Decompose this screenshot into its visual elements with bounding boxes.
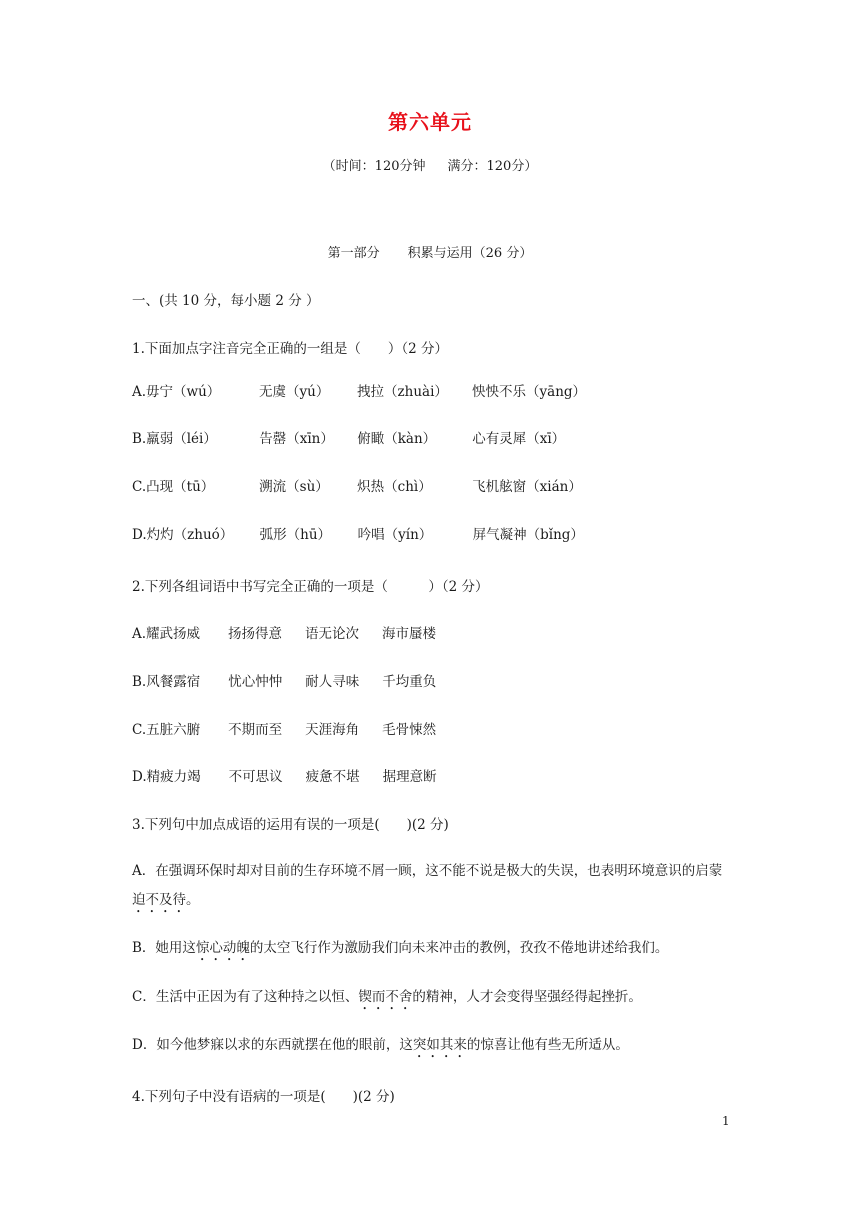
option-label: B. — [132, 674, 147, 690]
q1-option-b — [132, 429, 565, 449]
part-one-header: 一、(共 10 分，每小题 2 分 ） — [132, 293, 320, 309]
option-label: C. — [132, 479, 147, 495]
option-word: 千均重负 — [382, 674, 437, 690]
q2-option-a — [132, 624, 436, 644]
option-item: 吟唱（yín） — [357, 527, 433, 543]
option-text: 的精神，人才会变得坚强经得起挫折。 — [412, 989, 642, 1005]
q3-option-b — [132, 934, 732, 964]
option-word: 扬扬得意 — [228, 626, 283, 642]
q3-stem: 3.下列句中加点成语的运用有误的一项是( )(2 分) — [132, 817, 449, 833]
option-item: 俯瞰（kàn） — [357, 431, 437, 447]
option-label: B. — [132, 431, 147, 447]
option-word: 语无论次 — [305, 626, 360, 642]
option-text: D．如今他梦寐以求的东西就摆在他的眼前，这 — [132, 1037, 413, 1053]
q1-option-c — [132, 477, 582, 497]
option-word: 毛骨悚然 — [382, 722, 437, 738]
option-word: 耀武扬威 — [146, 626, 201, 642]
q2-option-c — [132, 720, 436, 740]
option-item: 炽热（chì） — [357, 479, 432, 495]
page-number: 1 — [722, 1114, 730, 1128]
q4-stem: 4.下列句子中没有语病的一项是( )(2 分) — [132, 1089, 395, 1105]
option-item: 凸现（tū） — [146, 479, 215, 495]
option-label: D. — [132, 527, 147, 543]
option-item: 毋宁（wú） — [146, 384, 221, 400]
option-word: 据理意断 — [382, 769, 437, 785]
marked-idiom: 惊心动魄 — [195, 940, 250, 956]
option-item: 心有灵犀（xī） — [472, 431, 566, 447]
option-word: 疲惫不堪 — [305, 769, 360, 785]
option-item: 弧形（hū） — [259, 527, 332, 543]
q1-stem: 1.下面加点字注音完全正确的一组是（ ）（2 分） — [132, 341, 449, 357]
option-item: 羸弱（léi） — [146, 431, 217, 447]
marked-idiom: 迫不及待 — [132, 892, 186, 908]
option-item: 屏气凝神（bǐng） — [472, 527, 584, 543]
option-label: C. — [132, 722, 147, 738]
q3-option-d — [132, 1031, 732, 1061]
marked-idiom: 锲而不舍 — [358, 989, 413, 1005]
page-title: 第六单元 — [388, 110, 472, 134]
option-text: C．生活中正因为有了这种持之以恒、 — [132, 989, 359, 1005]
option-word: 天涯海角 — [305, 722, 360, 738]
q3-option-a — [132, 857, 732, 916]
section-heading — [0, 242, 860, 261]
option-text: 的太空飞行作为激励我们向未来冲击的教例，孜孜不倦地讲述给我们。 — [249, 940, 669, 956]
q3-option-c — [132, 983, 732, 1013]
option-text: 的惊喜让他有些无所适从。 — [466, 1037, 629, 1053]
exam-info — [0, 155, 860, 174]
option-word: 精疲力竭 — [146, 769, 201, 785]
option-word: 风餐露宿 — [146, 674, 201, 690]
option-item: 怏怏不乐（yāng） — [472, 384, 587, 400]
q2-stem: 2.下列各组词语中书写完全正确的一项是（ ）（2 分） — [132, 579, 489, 595]
option-label: A. — [132, 384, 147, 400]
option-word: 五脏六腑 — [146, 722, 201, 738]
option-text: 。 — [186, 892, 200, 908]
option-word: 忧心忡忡 — [228, 674, 283, 690]
option-item: 告罄（xīn） — [259, 431, 334, 447]
q1-option-d — [132, 525, 584, 545]
q1-option-a — [132, 382, 586, 402]
option-text: B．她用这 — [132, 940, 196, 956]
option-word: 海市蜃楼 — [382, 626, 437, 642]
q2-option-b — [132, 672, 436, 692]
option-word: 不可思议 — [228, 769, 283, 785]
option-item: 溯流（sù） — [259, 479, 329, 495]
option-word: 不期而至 — [228, 722, 283, 738]
exam-time: （时间：120分钟 — [322, 159, 426, 174]
option-item: 拽拉（zhuài） — [357, 384, 448, 400]
option-label: A. — [132, 626, 147, 642]
exam-score: 满分：120分） — [447, 159, 538, 174]
marked-idiom: 突如其来 — [412, 1037, 467, 1053]
section-part: 第一部分 — [327, 246, 380, 261]
option-label: D. — [132, 769, 147, 785]
option-text: A．在强调环保时却对目前的生存环境不屑一顾，这不能不说是极大的失误，也表明环境意识的启蒙 — [132, 863, 723, 879]
q2-option-d — [132, 767, 437, 787]
section-name: 积累与运用（26 分） — [407, 246, 533, 261]
option-item: 无虞（yú） — [259, 384, 330, 400]
option-item: 灼灼（zhuó） — [146, 527, 234, 543]
option-word: 耐人寻味 — [305, 674, 360, 690]
option-item: 飞机舷窗（xián） — [472, 479, 582, 495]
